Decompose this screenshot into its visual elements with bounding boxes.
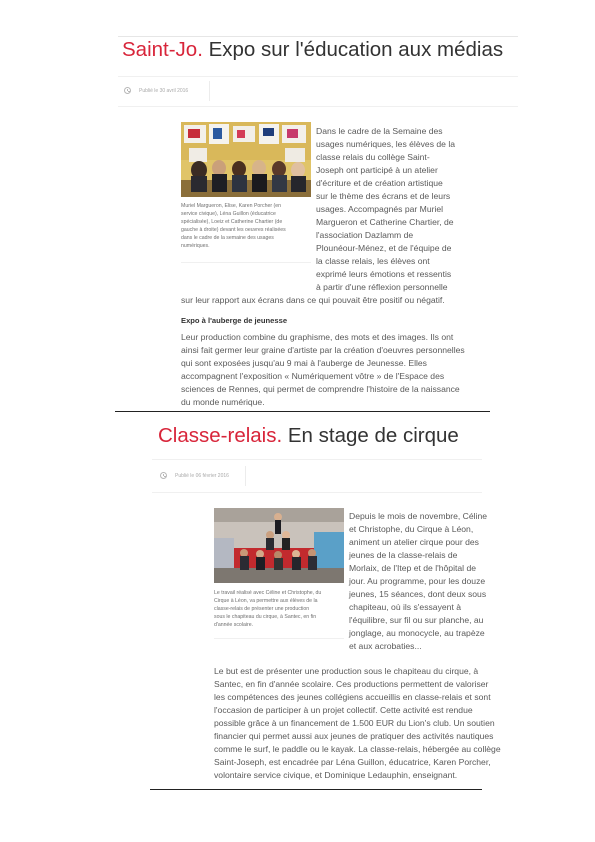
article2-title: [158, 424, 459, 448]
article1-headline: Expo sur l'éducation aux médias: [202, 38, 504, 61]
article2-photo: [214, 508, 344, 583]
article1-kicker: Saint-Jo.: [122, 38, 203, 61]
photo-group-artwork: [181, 122, 311, 197]
body-line: qui sont exposées jusqu'au 9 mai à l'auberge de Jeunesse. Elles: [181, 358, 427, 368]
caption-rule: [214, 638, 344, 639]
caption-line: Muriel Margueron, Elise, Karen Porcher (en: [181, 203, 282, 209]
body-line: les compétences des jeunes collégiens accueillis en classe-relais et sont: [214, 692, 491, 702]
body-line: usages. Accompagnés par Muriel: [316, 204, 444, 214]
article1-photo: [181, 122, 311, 197]
body-line: jeunes de la classe-relais de: [349, 550, 458, 560]
body-line: classe relais du collège Saint-: [316, 152, 430, 162]
body-line: possible grâce à un financement de 1.500 EUR du Lion's club. Un soutien: [214, 718, 495, 728]
body-line: jeunes, 15 séances, dont deux sous: [349, 589, 487, 599]
caption-line: sous le chapiteau du cirque, à Santec, en fin: [214, 614, 317, 620]
body-line: ainsi fait germer leur graine d'artiste par la création d'oeuvres personnelles: [181, 345, 465, 355]
body-line: l'occasion de participer à un projet collectif. Cette activité est rendue: [214, 705, 473, 715]
body-line: et Christophe, du Cirque à Léon,: [349, 524, 474, 534]
caption-line: Le travail réalisé avec Céline et Christophe, du: [214, 590, 322, 596]
top-rule: [118, 36, 518, 37]
article2-title-rule: [152, 459, 482, 460]
body-line: l'association Dazlamm de: [316, 230, 414, 240]
caption-line: spécialisée), Loeiz et Catherine Chartier (de: [181, 219, 283, 225]
article2-date: Publié le 06 février 2016: [175, 472, 229, 479]
body-line: animent un atelier cirque pour des: [349, 537, 479, 547]
body-line: et aux acrobaties...: [349, 641, 422, 651]
body-line: volontaire service civique, et Dominique Ledauphin, enseignant.: [214, 770, 458, 780]
article-divider: [150, 789, 482, 790]
body-line: Plounéour-Ménez, et de l'équipe de: [316, 243, 452, 253]
caption-line: gauche à droite) devant les oeuvres réalisées: [181, 227, 286, 233]
article2-meta: [160, 472, 229, 479]
article1-meta-rule: [118, 106, 518, 107]
body-line: la classe relais, les élèves ont: [316, 256, 430, 266]
article1-title: [122, 38, 503, 62]
body-line: à partir d'une réflexion personnelle: [316, 282, 448, 292]
body-line: Saint-Joseph, est encadrée par Léna Guillon, éducatrice, Karen Porcher,: [214, 757, 491, 767]
caption-rule: [181, 262, 311, 263]
body-line: Depuis le mois de novembre, Céline: [349, 511, 488, 521]
article1-meta: [124, 87, 188, 94]
caption-line: Cirque à Léon, va permettre aux élèves de la: [214, 598, 318, 604]
caption-line: d'année scolaire.: [214, 622, 254, 628]
clock-icon: [124, 87, 131, 94]
body-line: Santec, en fin d'année scolaire. Ces productions permettent de valoriser: [214, 679, 489, 689]
caption-line: service civique), Léna Guillon (éducatrice: [181, 211, 276, 217]
article2-meta-rule: [152, 492, 482, 493]
body-line: Margueron et Catherine Chartier, de: [316, 217, 454, 227]
body-line: jour. Au programme, pour les douze: [349, 576, 486, 586]
caption-line: dans le cadre de la semaine des usages: [181, 235, 274, 241]
body-line: l'équilibre, sur fil ou sur planche, au: [349, 615, 484, 625]
body-line: Joseph ont participé à un atelier: [316, 165, 438, 175]
body-line: Morlaix, de l'Itep et de l'hôpital de: [349, 563, 477, 573]
body-line: sciences de Rennes, qui permet de comprendre l'histoire de la naissance: [181, 384, 460, 394]
body-line: accompagnent l'exposition « Numériquement vôtre » de l'Espace des: [181, 371, 445, 381]
body-line: financier qui permet aussi aux jeunes de pratiquer des activités nautiques: [214, 731, 494, 741]
article-divider: [115, 411, 490, 412]
body-line: Le but est de présenter une production sous le chapiteau du cirque, à: [214, 666, 479, 676]
body-line: jonglage, au monocycle, au trapèze: [349, 628, 485, 638]
body-line: Leur production combine du graphisme, des mots et des images. Ils ont: [181, 332, 454, 342]
body-line: exprimé leurs émotions et ressentis: [316, 269, 452, 279]
article1-subhead: Expo à l'auberge de jeunesse: [181, 316, 288, 325]
photo-circus-group: [214, 508, 344, 583]
article2-kicker: Classe-relais.: [158, 424, 283, 447]
body-line: sur leur rapport aux écrans dans ce qui pouvait être positif ou négatif.: [181, 295, 445, 305]
body-line: comme le surf, le paddle ou le kayak. La classe-relais, hébergée au collège: [214, 744, 501, 754]
body-line: d'écriture et de création artistique: [316, 178, 443, 188]
clock-icon: [160, 472, 167, 479]
article1-title-rule: [118, 76, 518, 77]
caption-line: classe-relais de présenter une production: [214, 606, 310, 612]
body-line: du monde numérique.: [181, 397, 265, 407]
body-line: chapiteau, où ils s'essayent à: [349, 602, 461, 612]
body-line: sur le thème des écrans et de leurs: [316, 191, 451, 201]
body-line: Dans le cadre de la Semaine des: [316, 126, 443, 136]
caption-line: numériques.: [181, 243, 210, 249]
body-line: usages numériques, les élèves de la: [316, 139, 456, 149]
article2-headline: En stage de cirque: [282, 424, 459, 447]
article1-date: Publié le 30 avril 2016: [139, 87, 189, 94]
